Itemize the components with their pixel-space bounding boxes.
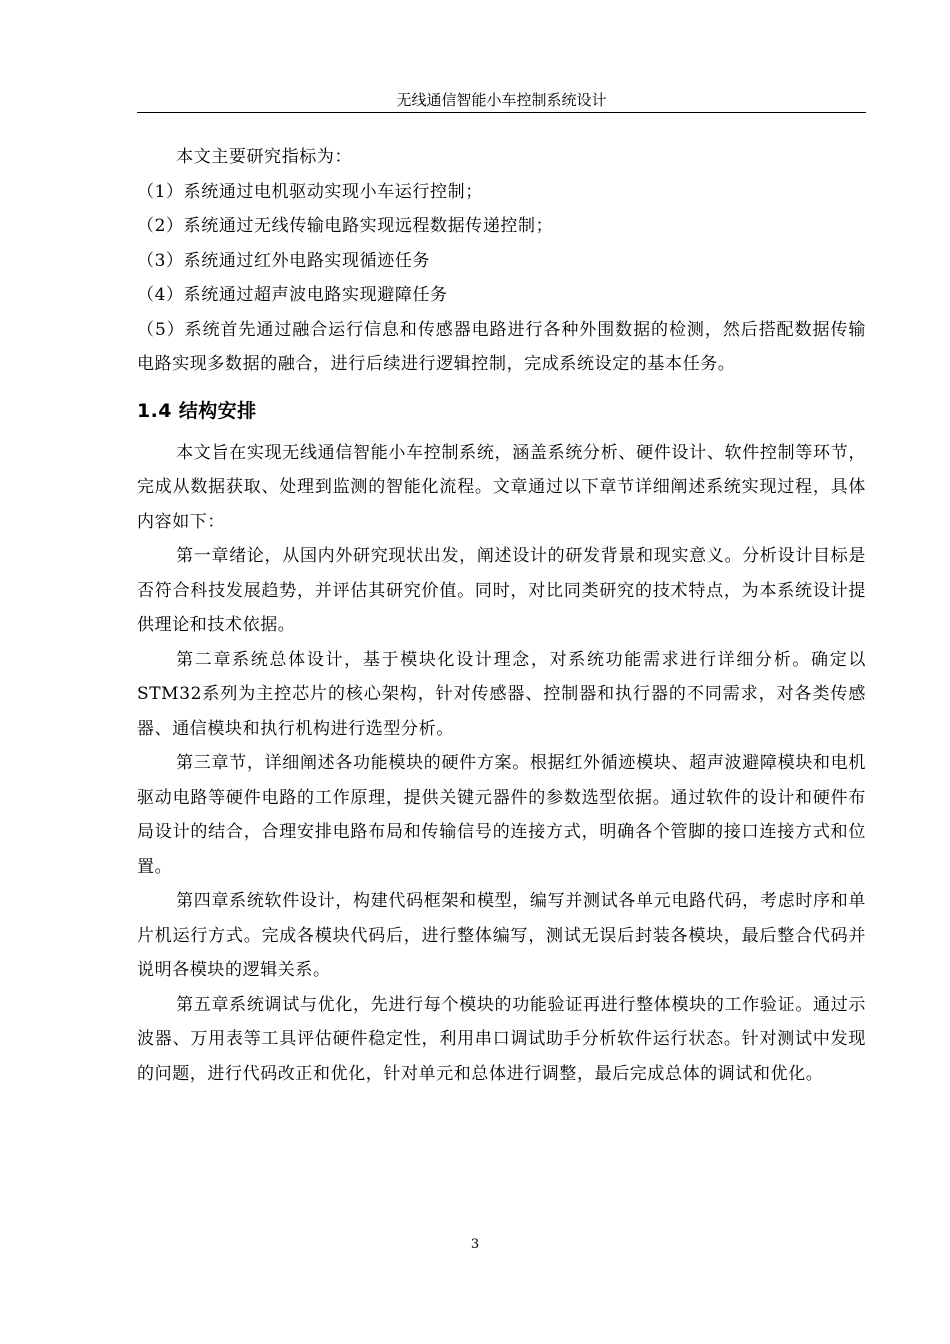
objective-item-5: （5）系统首先通过融合运行信息和传感器电路进行各种外围数据的检测，然后搭配数据传输电路实现多数据的融合，进行后续进行逻辑控制，完成系统设定的基本任务。 [137, 319, 866, 374]
page-header-title: 无线通信智能小车控制系统设计 [396, 91, 607, 109]
paragraph-chapter-4: 第四章系统软件设计，构建代码框架和模型，编写并测试各单元电路代码，考虑时序和单片机运行方式。完成各模块代码后，进行整体编写，测试无误后封装各模块，最后整合代码并说明各模块的逻辑关系。 [137, 891, 866, 980]
paragraph-chapter-1: 第一章绪论，从国内外研究现状出发，阐述设计的研发背景和现实意义。分析设计目标是否符合科技发展趋势，并评估其研究价值。同时，对比同类研究的技术特点，为本系统设计提供理论和技术依据。 [137, 546, 866, 635]
objective-item-1: （1）系统通过电机驱动实现小车运行控制； [137, 181, 483, 202]
paragraph-overview: 本文旨在实现无线通信智能小车控制系统，涵盖系统分析、硬件设计、软件控制等环节，完成从数据获取、处理到监测的智能化流程。文章通过以下章节详细阐述系统实现过程，具体内容如下： [137, 442, 866, 532]
paragraph-chapter-2: 第二章系统总体设计，基于模块化设计理念，对系统功能需求进行详细分析。确定以STM32系列为主控芯片的核心架构，针对传感器、控制器和执行器的不同需求，对各类传感器、通信模块和执行机构进行选型分析。 [137, 649, 866, 739]
objective-item-2: （2）系统通过无线传输电路实现远程数据传递控制； [137, 216, 554, 236]
page-number: 3 [470, 1237, 480, 1252]
document-body [137, 140, 866, 1091]
objective-item-4: （4）系统通过超声波电路实现避障任务 [137, 285, 448, 305]
objectives-intro: 本文主要研究指标为： [176, 147, 353, 167]
header-divider [137, 112, 866, 113]
section-heading: 1.4 结构安排 [137, 399, 257, 422]
objective-item-3: （3）系统通过红外电路实现循迹任务 [137, 250, 431, 271]
paragraph-chapter-3: 第三章节，详细阐述各功能模块的硬件方案。根据红外循迹模块、超声波避障模块和电机驱动电路等硬件电路的工作原理，提供关键元器件的参数选型依据。通过软件的设计和硬件布局设计的结合，合理安排电路布局和传输信号的连接方式，明确各个管脚的接口连接方式和位置。 [137, 753, 866, 877]
paragraph-chapter-5: 第五章系统调试与优化，先进行每个模块的功能验证再进行整体模块的工作验证。通过示波器、万用表等工具评估硬件稳定性，利用串口调试助手分析软件运行状态。针对测试中发现的问题，进行代码改正和优化，针对单元和总体进行调整，最后完成总体的调试和优化。 [137, 994, 866, 1084]
